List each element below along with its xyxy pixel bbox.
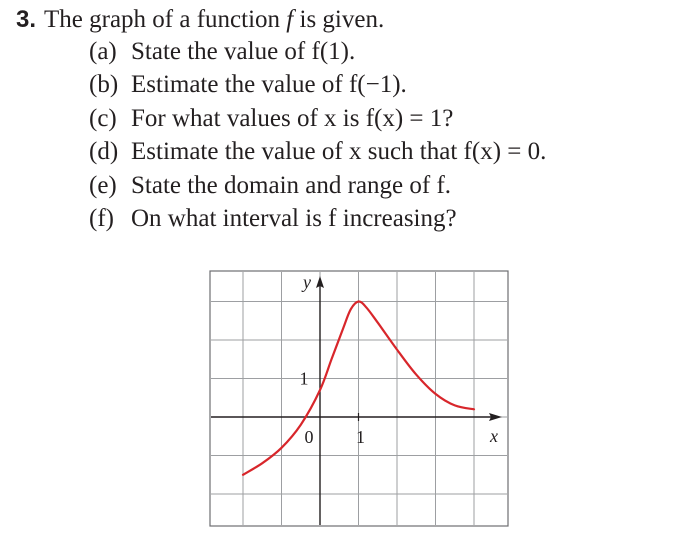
x-tick-label-0: 0 — [304, 427, 314, 447]
part-d — [89, 137, 546, 167]
x-axis-label: x — [490, 426, 498, 446]
y-tick-label-1: 1 — [299, 368, 309, 389]
part-d-label: (d) — [89, 138, 119, 165]
problem-number: 3. — [16, 6, 37, 33]
part-c-label: (c) — [89, 105, 117, 132]
intro-function-symbol: f — [286, 6, 294, 33]
intro-text-pre: The graph of a function — [44, 6, 287, 33]
part-e — [89, 171, 451, 201]
part-a-label: (a) — [89, 38, 117, 65]
part-b-label: (b) — [89, 71, 119, 98]
part-a — [89, 37, 355, 67]
part-b-text: Estimate the value of f(−1). — [131, 71, 407, 98]
y-axis-label: y — [303, 272, 311, 292]
part-c — [89, 104, 453, 134]
part-b — [89, 70, 407, 100]
function-graph — [209, 270, 509, 528]
problem-intro — [16, 5, 384, 35]
intro-text-post: is given. — [293, 6, 385, 33]
part-f — [89, 204, 457, 234]
part-c-text: For what values of x is f(x) = 1? — [131, 105, 454, 132]
part-d-text: Estimate the value of x such that f(x) = 0. — [131, 138, 547, 165]
function-graph-figure — [209, 270, 509, 533]
part-e-text: State the domain and range of f. — [131, 172, 452, 199]
part-a-text: State the value of f(1). — [131, 38, 356, 65]
part-f-label: (f) — [89, 205, 114, 232]
part-e-label: (e) — [89, 172, 117, 199]
part-f-text: On what interval is f increasing? — [131, 205, 457, 232]
x-tick-label-1: 1 — [356, 427, 365, 447]
